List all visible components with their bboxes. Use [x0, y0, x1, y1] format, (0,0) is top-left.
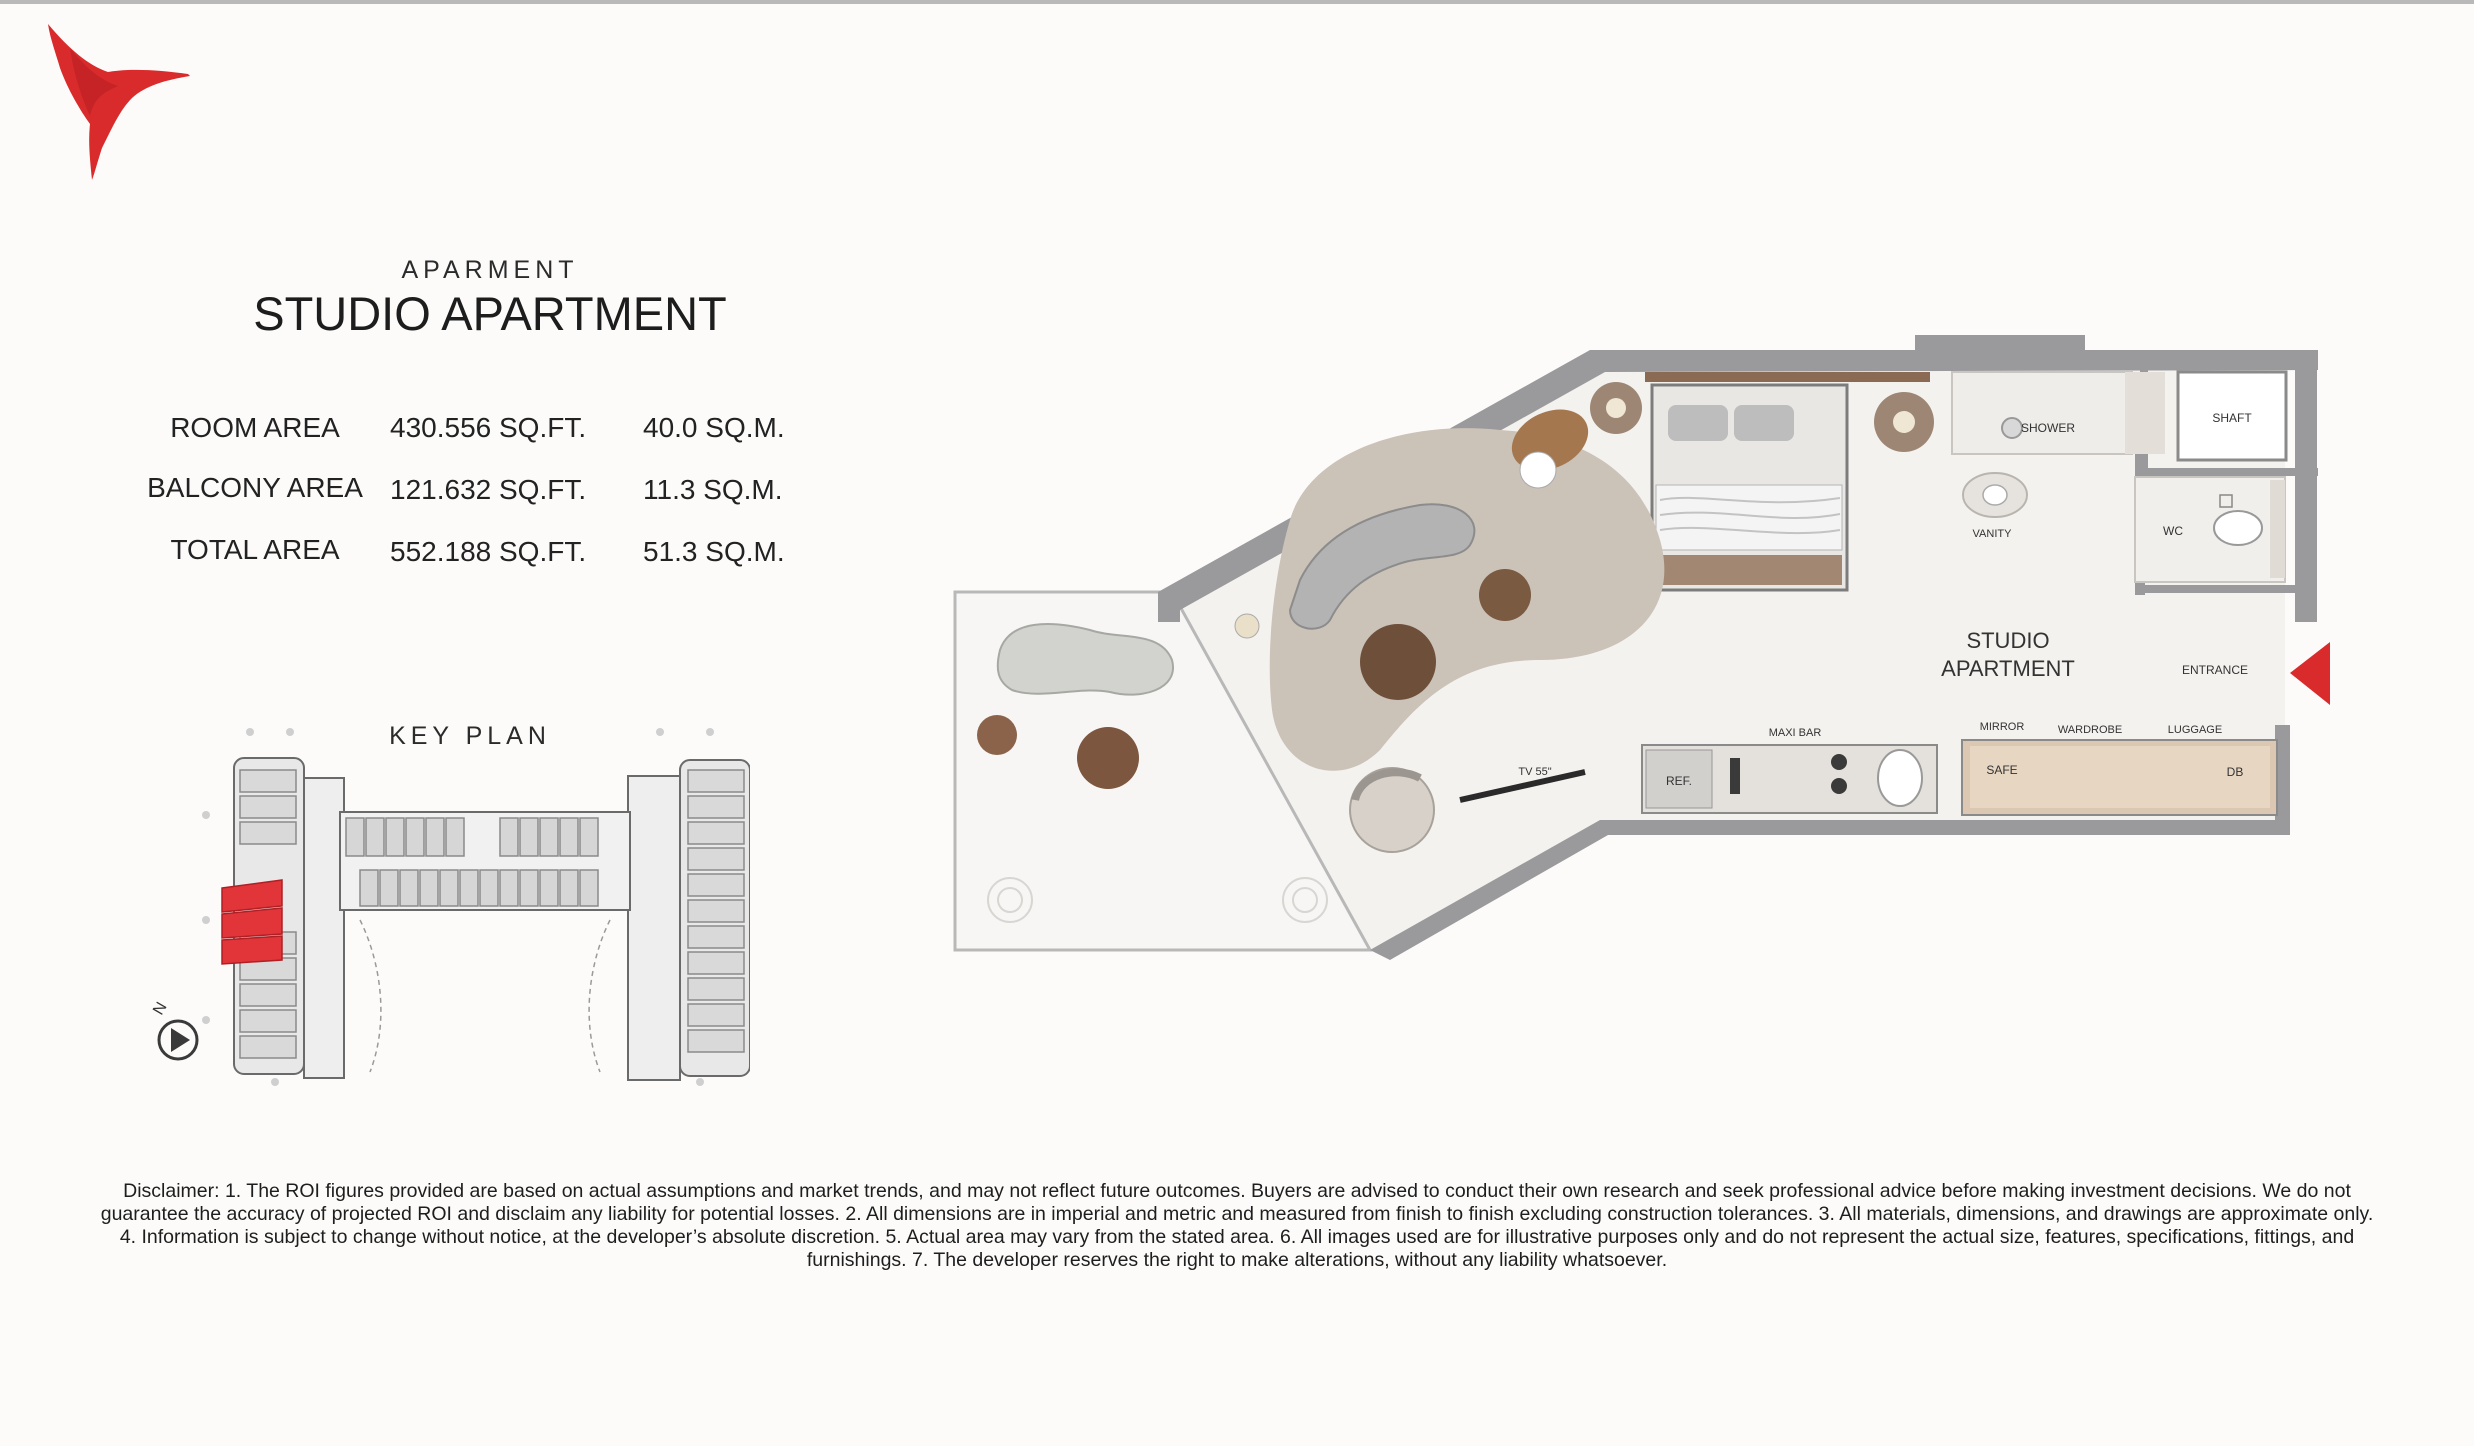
- area-row-balcony: [140, 474, 840, 536]
- room-label-luggage: LUGGAGE: [2167, 724, 2223, 736]
- area-sqm: 40.0 SQ.M.: [643, 412, 785, 443]
- area-table: [140, 412, 840, 598]
- area-sqm: 11.3 SQ.M.: [643, 474, 783, 505]
- disclaimer-line: 4. Information is subject to change without notice, at the developer’s absolute discretion. 5. Actual area may vary from the stated area. 6. All images used are for illustrative purposes only and do not represent the actual size, features, specifications, fittings, and: [119, 1226, 2355, 1248]
- area-row-room: [140, 412, 840, 474]
- room-label-vanity: VANITY: [1972, 528, 2012, 540]
- room-label-mirror: MIRROR: [1979, 721, 2025, 733]
- room-label-maxi-bar: MAXI BAR: [1768, 727, 1822, 739]
- unit-name-line2: APARTMENT: [1941, 656, 2075, 681]
- entrance-arrow-icon: [2290, 642, 2330, 705]
- highlighted-units: [222, 880, 282, 964]
- area-label: TOTAL AREA: [170, 534, 340, 565]
- appliance-label-ref: REF.: [1665, 774, 1693, 788]
- north-label: N: [150, 999, 171, 1019]
- room-label-db: DB: [2226, 765, 2244, 779]
- page-subtitle: APARMENT: [401, 256, 579, 284]
- room-label-wc: WC: [2163, 524, 2183, 538]
- room-label-shower: SHOWER: [2021, 421, 2075, 435]
- room-label-shaft: SHAFT: [2212, 411, 2252, 425]
- page-title: STUDIO APARTMENT: [253, 287, 727, 340]
- area-sqft: 430.556 SQ.FT.: [390, 412, 587, 443]
- room-label-wardrobe: WARDROBE: [2057, 724, 2123, 736]
- area-sqm: 51.3 SQ.M.: [643, 536, 785, 567]
- hummingbird-logo: [40, 20, 200, 185]
- floor-plan-diagram: [940, 330, 2340, 970]
- room-label-entrance: ENTRANCE: [2181, 663, 2249, 677]
- disclaimer-text: [100, 1180, 2374, 1272]
- unit-name-line1: STUDIO: [1966, 628, 2050, 653]
- key-plan-diagram: [150, 720, 750, 1090]
- area-label: BALCONY AREA: [147, 472, 363, 503]
- area-label: ROOM AREA: [170, 412, 340, 443]
- disclaimer-line: guarantee the accuracy of projected ROI and disclaim any liability for potential losses. 2. All dimensions are in imperial and metric and measured from finish to finish excluding construction tolerances. 3. All materials, dimensions, and drawings are approximate only.: [100, 1203, 2374, 1225]
- tv-label: TV 55": [1518, 766, 1552, 778]
- disclaimer-line: furnishings. 7. The developer reserves the right to make alterations, without any liability whatsoever.: [806, 1249, 1668, 1271]
- top-border: [0, 0, 2474, 4]
- room-label-safe: SAFE: [1986, 763, 2018, 777]
- area-row-total: [140, 536, 840, 598]
- key-plan-label: KEY PLAN: [389, 722, 551, 750]
- north-arrow-icon: [159, 1021, 197, 1059]
- disclaimer-line: Disclaimer: 1. The ROI figures provided are based on actual assumptions and market trends, and may not reflect future outcomes. Buyers are advised to conduct their own research and seek professional advice before making investment decisions. We do not: [123, 1180, 2351, 1202]
- area-sqft: 121.632 SQ.FT.: [390, 474, 587, 505]
- area-sqft: 552.188 SQ.FT.: [390, 536, 587, 567]
